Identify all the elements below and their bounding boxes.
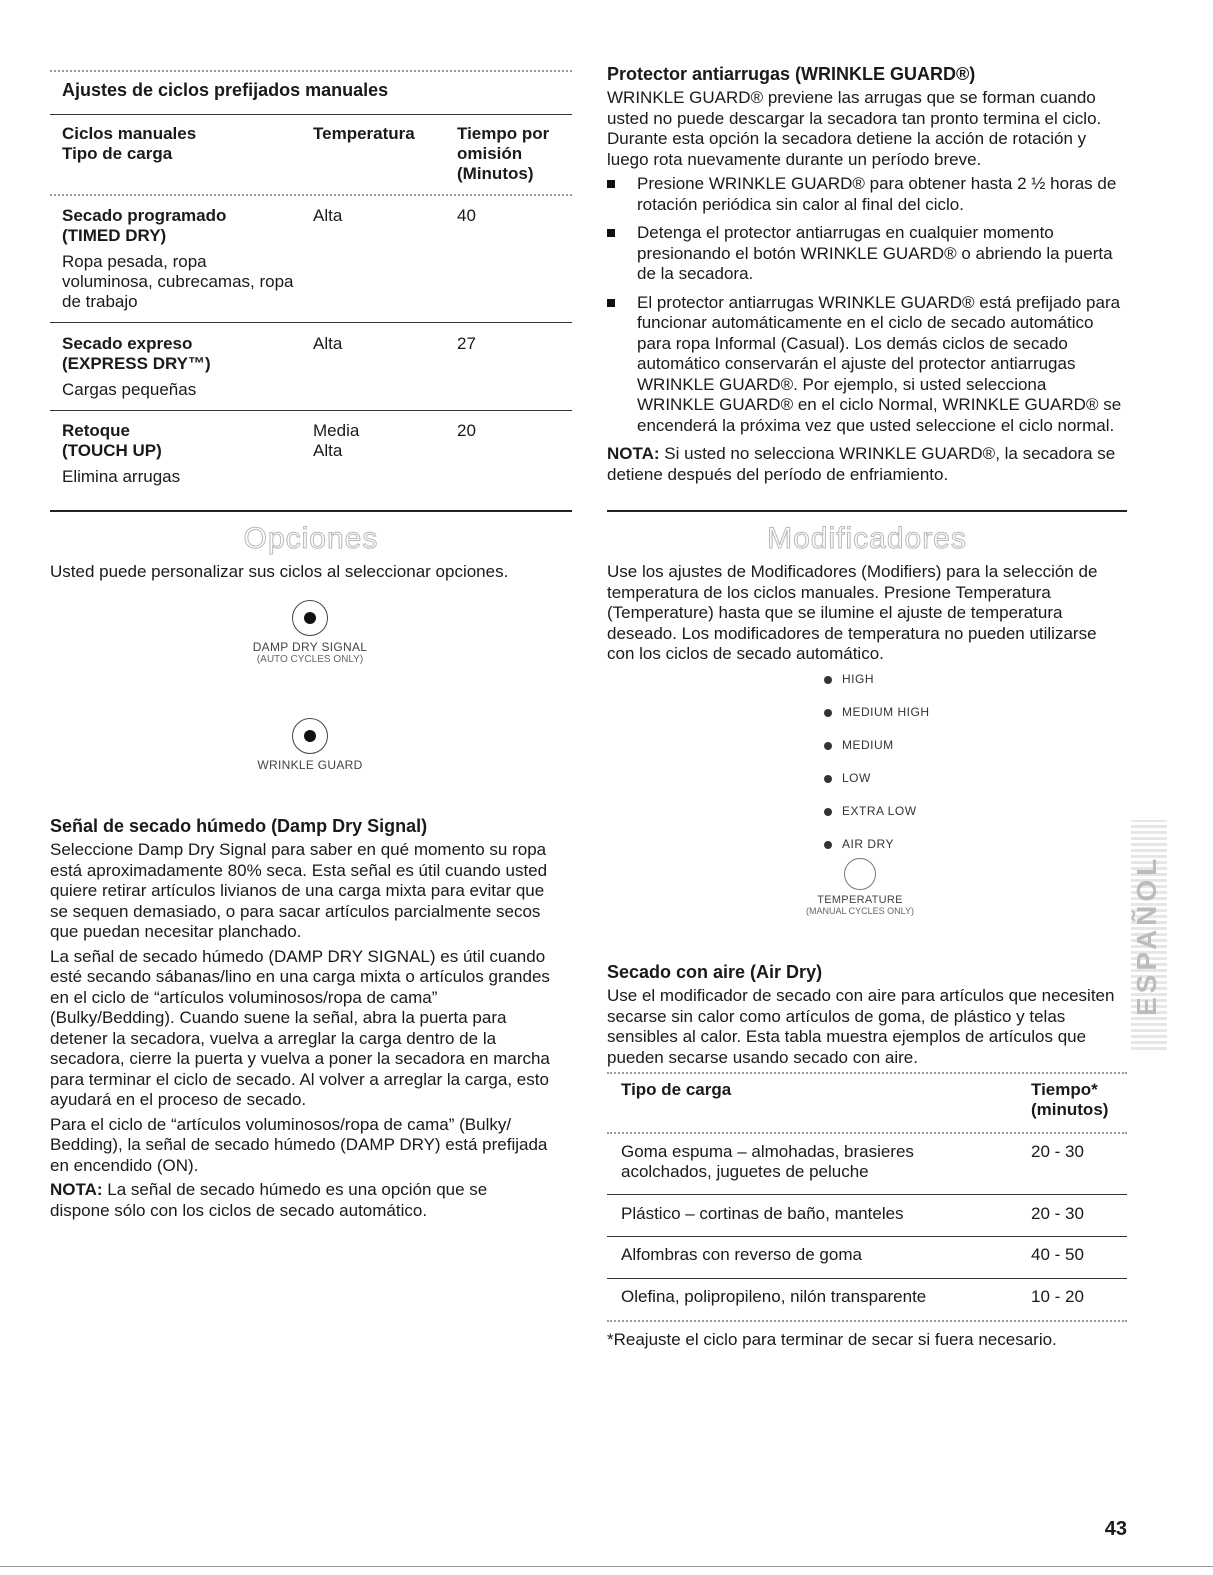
table-row: Alfombras con reverso de goma [621, 1245, 862, 1264]
list-item: El protector antiarrugas WRINKLE GUARD® está prefijado para funcionar automáticamente en el ciclo de secado automático para ropa Informal (Casual). Los demás ciclos de secado automático conservarán el ajuste del protector antiarrugas WRINKLE GUARD®. Por ejemplo, si usted selecciona WRINKLE GUARD® en el ciclo Normal, WRINKLE GUARD® se encenderá la próxima vez que usted seleccione el ciclo normal. [607, 293, 1122, 437]
options-title: Opciones [243, 522, 379, 555]
row-temp: Alta [313, 334, 343, 353]
wrinkle-guard-button-icon [292, 718, 328, 754]
damp-dry-title: Señal de secado húmedo (Damp Dry Signal) [50, 816, 428, 836]
row-divider [50, 322, 572, 323]
air-dry-intro: Use el modificador de secado con aire para artículos que necesiten secarse sin calor como artículos de goma, de plástico y telas sensibles al calor. Esta tabla muestra ejemplos de artículos que pueden secarse usando secado con aire. [607, 986, 1115, 1067]
row-divider [607, 1194, 1127, 1195]
table-row: Plástico – cortinas de baño, manteles [621, 1204, 904, 1223]
temp-medium-high: MEDIUM HIGH [824, 705, 930, 719]
list-item: Presione WRINKLE GUARD® para obtener hasta 2 ½ horas de rotación periódica sin calor al final del ciclo. [607, 174, 1122, 215]
top-dotted-rule [50, 70, 572, 72]
temperature-option: TEMPERATURE (MANUAL CYCLES ONLY) [775, 858, 945, 916]
presets-bottom-rule [50, 510, 572, 512]
wrinkle-guard-body: WRINKLE GUARD® previene las arrugas que se forman cuando usted no puede descargar la secadora tan pronto termina el ciclo. Durante esta opción la secadora detiene la acción de rotación y luego rota nuevamente durante un período breve. Presione WRINKLE GUARD® para obtener hasta 2 ½ horas de rotación periódica sin calor al final del ciclo. Detenga el protector antiarrugas en cualquier momento presionando el botón WRINKLE GUARD® o abriendo la puerta de la secadora. El protector antiarrugas WRINKLE GUARD® está prefijado para funcionar automáticamente en el ciclo de secado automático para ropa Informal (Casual). Los demás ciclos de secado automático conservarán el ajuste del protector antiarrugas WRINKLE GUARD®. Por ejemplo, si usted selecciona WRINKLE GUARD® en el ciclo Normal, WRINKLE GUARD® se encenderá la próxima vez que usted seleccione el ciclo normal. NOTA: Si usted no selecciona WRINKLE GUARD®, la secadora se detiene después del período de enfriamiento. [607, 88, 1122, 484]
temp-low: LOW [824, 771, 871, 785]
air-dry-col-load-header: Tipo de carga [621, 1080, 732, 1099]
table-row: Olefina, polipropileno, nilón transparente [621, 1287, 927, 1306]
row-divider [50, 410, 572, 411]
damp-dry-button-icon [292, 600, 328, 636]
table-row: Goma espuma – almohadas, brasieres acolchados, juguetes de peluche [621, 1142, 914, 1181]
air-dry-col-time-header: Tiempo* (minutos) [1031, 1080, 1109, 1119]
table-row: Retoque (TOUCH UP) Elimina arrugas [62, 421, 181, 486]
presets-header-dotted-rule [50, 194, 572, 196]
temperature-button-icon [844, 858, 876, 890]
air-dry-footnote: *Reajuste el ciclo para terminar de secar si fuera necesario. [607, 1330, 1057, 1349]
air-dry-header-dotted-rule [607, 1132, 1127, 1134]
wrinkle-guard-option: WRINKLE GUARD [210, 718, 410, 772]
row-temp: Media Alta [313, 421, 360, 460]
row-divider [607, 1278, 1127, 1279]
wrinkle-bottom-rule [607, 510, 1127, 512]
temp-medium: MEDIUM [824, 738, 894, 752]
presets-col-cycle-header: Ciclos manuales Tipo de carga [62, 124, 197, 163]
options-intro: Usted puede personalizar sus ciclos al seleccionar opciones. [50, 562, 509, 581]
table-row: Secado programado (TIMED DRY) Ropa pesada, ropa voluminosa, cubrecamas, ropa de trabajo [62, 206, 294, 311]
wrinkle-guard-title: Protector antiarrugas (WRINKLE GUARD®) [607, 64, 976, 84]
language-side-tab: ESPAÑOL [1131, 820, 1167, 1050]
row-time: 40 - 50 [1031, 1245, 1084, 1264]
temp-air-dry: AIR DRY [824, 837, 894, 851]
row-time: 27 [457, 334, 476, 353]
row-divider [607, 1236, 1127, 1237]
damp-dry-body: Seleccione Damp Dry Signal para saber en qué momento su ropa está aproximadamente 80% seca. Esta señal es útil cuando usted quiere retirar artículos livianos de una carga mixta para evitar que se sequen demasiado, o para sacar artículos parcialmente secos que puedan necesitar planchado. La señal de secado húmedo (DAMP DRY SIGNAL) es útil cuando esté secando sábanas/lino en una carga mixta o artículos grandes en el ciclo de “artículos voluminosos/ropa de cama” (Bulky/Bedding). Cuando suene la señal, abra la puerta para detener la secadora, vuelva a arreglar la carga dentro de la secadora, cierre la puerta y vuelva a poner la secadora en marcha para terminar el ciclo de secado. Al volver a arreglar la carga, esto ayudará en el proceso de secado. Para el ciclo de “artículos voluminosos/ropa de cama” (Bulky/ Bedding), la señal de secado húmedo (DAMP DRY) está prefijada en encendido (ON). NOTA: La señal de secado húmedo es una opción que se dispone sólo con los ciclos de secado automático. [50, 840, 550, 1220]
row-time: 40 [457, 206, 476, 225]
temp-high: HIGH [824, 672, 874, 686]
page-number: 43 [1104, 1518, 1127, 1540]
air-dry-table-bottom-rule [607, 1320, 1127, 1322]
list-item: Detenga el protector antiarrugas en cualquier momento presionando el botón WRINKLE GUARD® o abriendo la puerta de la secadora. [607, 223, 1122, 285]
row-temp: Alta [313, 206, 343, 225]
wrinkle-guard-bullets [607, 174, 1122, 436]
modifiers-intro: Use los ajustes de Modificadores (Modifiers) para la selección de temperatura de los ciclos manuales. Presione Temperatura (Temperature) hasta que se ilumine el ajuste de temperatura deseado. Los modificadores de temperatura no pueden utilizarse con los ciclos de secado automático. [607, 562, 1098, 663]
air-dry-table-top-rule [607, 1072, 1127, 1074]
row-time: 20 - 30 [1031, 1142, 1084, 1161]
table-row: Secado expreso (EXPRESS DRY™) Cargas pequeñas [62, 334, 211, 399]
temp-extra-low: EXTRA LOW [824, 804, 917, 818]
presets-col-time-header: Tiempo por omisión (Minutos) [457, 124, 550, 183]
row-time: 20 [457, 421, 476, 440]
modifiers-title: Modificadores [767, 522, 967, 555]
damp-dry-option: DAMP DRY SIGNAL (AUTO CYCLES ONLY) [210, 600, 410, 665]
air-dry-title: Secado con aire (Air Dry) [607, 962, 823, 982]
bottom-rule [0, 1566, 1213, 1567]
presets-header-rule [50, 114, 572, 115]
presets-table-title: Ajustes de ciclos prefijados manuales [62, 80, 389, 100]
row-time: 10 - 20 [1031, 1287, 1084, 1306]
row-time: 20 - 30 [1031, 1204, 1084, 1223]
presets-col-temp-header: Temperatura [313, 124, 415, 143]
